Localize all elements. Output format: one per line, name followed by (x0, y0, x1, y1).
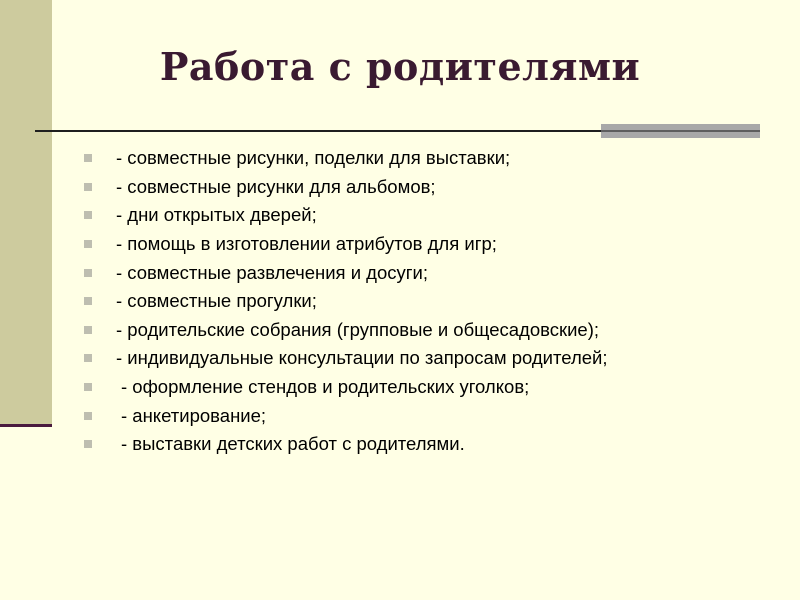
square-bullet-icon (84, 354, 92, 362)
square-bullet-icon (84, 440, 92, 448)
bullet-text: - совместные рисунки, поделки для выставки; (116, 147, 511, 169)
square-bullet-icon (84, 211, 92, 219)
title-divider-line (35, 130, 601, 132)
left-decorative-band (0, 0, 52, 426)
bullet-item (84, 201, 784, 230)
bullet-item (84, 373, 784, 402)
square-bullet-icon (84, 240, 92, 248)
bullet-item (84, 258, 784, 287)
bullet-item (84, 316, 784, 345)
bullet-text: - дни открытых дверей; (116, 204, 317, 226)
bullet-item (84, 230, 784, 259)
square-bullet-icon (84, 269, 92, 277)
bullet-item (84, 430, 784, 459)
bullet-text: - выставки детских работ с родителями. (121, 433, 465, 455)
left-band-underline (0, 424, 52, 427)
title-divider-bar (601, 124, 760, 138)
slide-title: Работа с родителями (159, 44, 641, 89)
square-bullet-icon (84, 326, 92, 334)
bullet-text: - оформление стендов и родительских уголков; (121, 376, 530, 398)
square-bullet-icon (84, 154, 92, 162)
bullet-text: - совместные развлечения и досуги; (116, 261, 428, 283)
bullet-text: - совместные рисунки для альбомов; (116, 175, 436, 197)
bullet-item (84, 344, 784, 373)
square-bullet-icon (84, 412, 92, 420)
square-bullet-icon (84, 183, 92, 191)
bullet-text: - совместные прогулки; (116, 290, 317, 312)
square-bullet-icon (84, 297, 92, 305)
bullet-item (84, 173, 784, 202)
bullet-item (84, 144, 784, 173)
square-bullet-icon (84, 383, 92, 391)
bullet-text: - помощь в изготовлении атрибутов для игр; (116, 233, 497, 255)
bullet-list (84, 144, 784, 459)
bullet-item (84, 401, 784, 430)
bullet-item (84, 287, 784, 316)
bullet-text: - индивидуальные консультации по запросам родителей; (116, 347, 608, 369)
bullet-text: - анкетирование; (121, 404, 267, 426)
bullet-text: - родительские собрания (групповые и общесадовские); (116, 318, 599, 340)
